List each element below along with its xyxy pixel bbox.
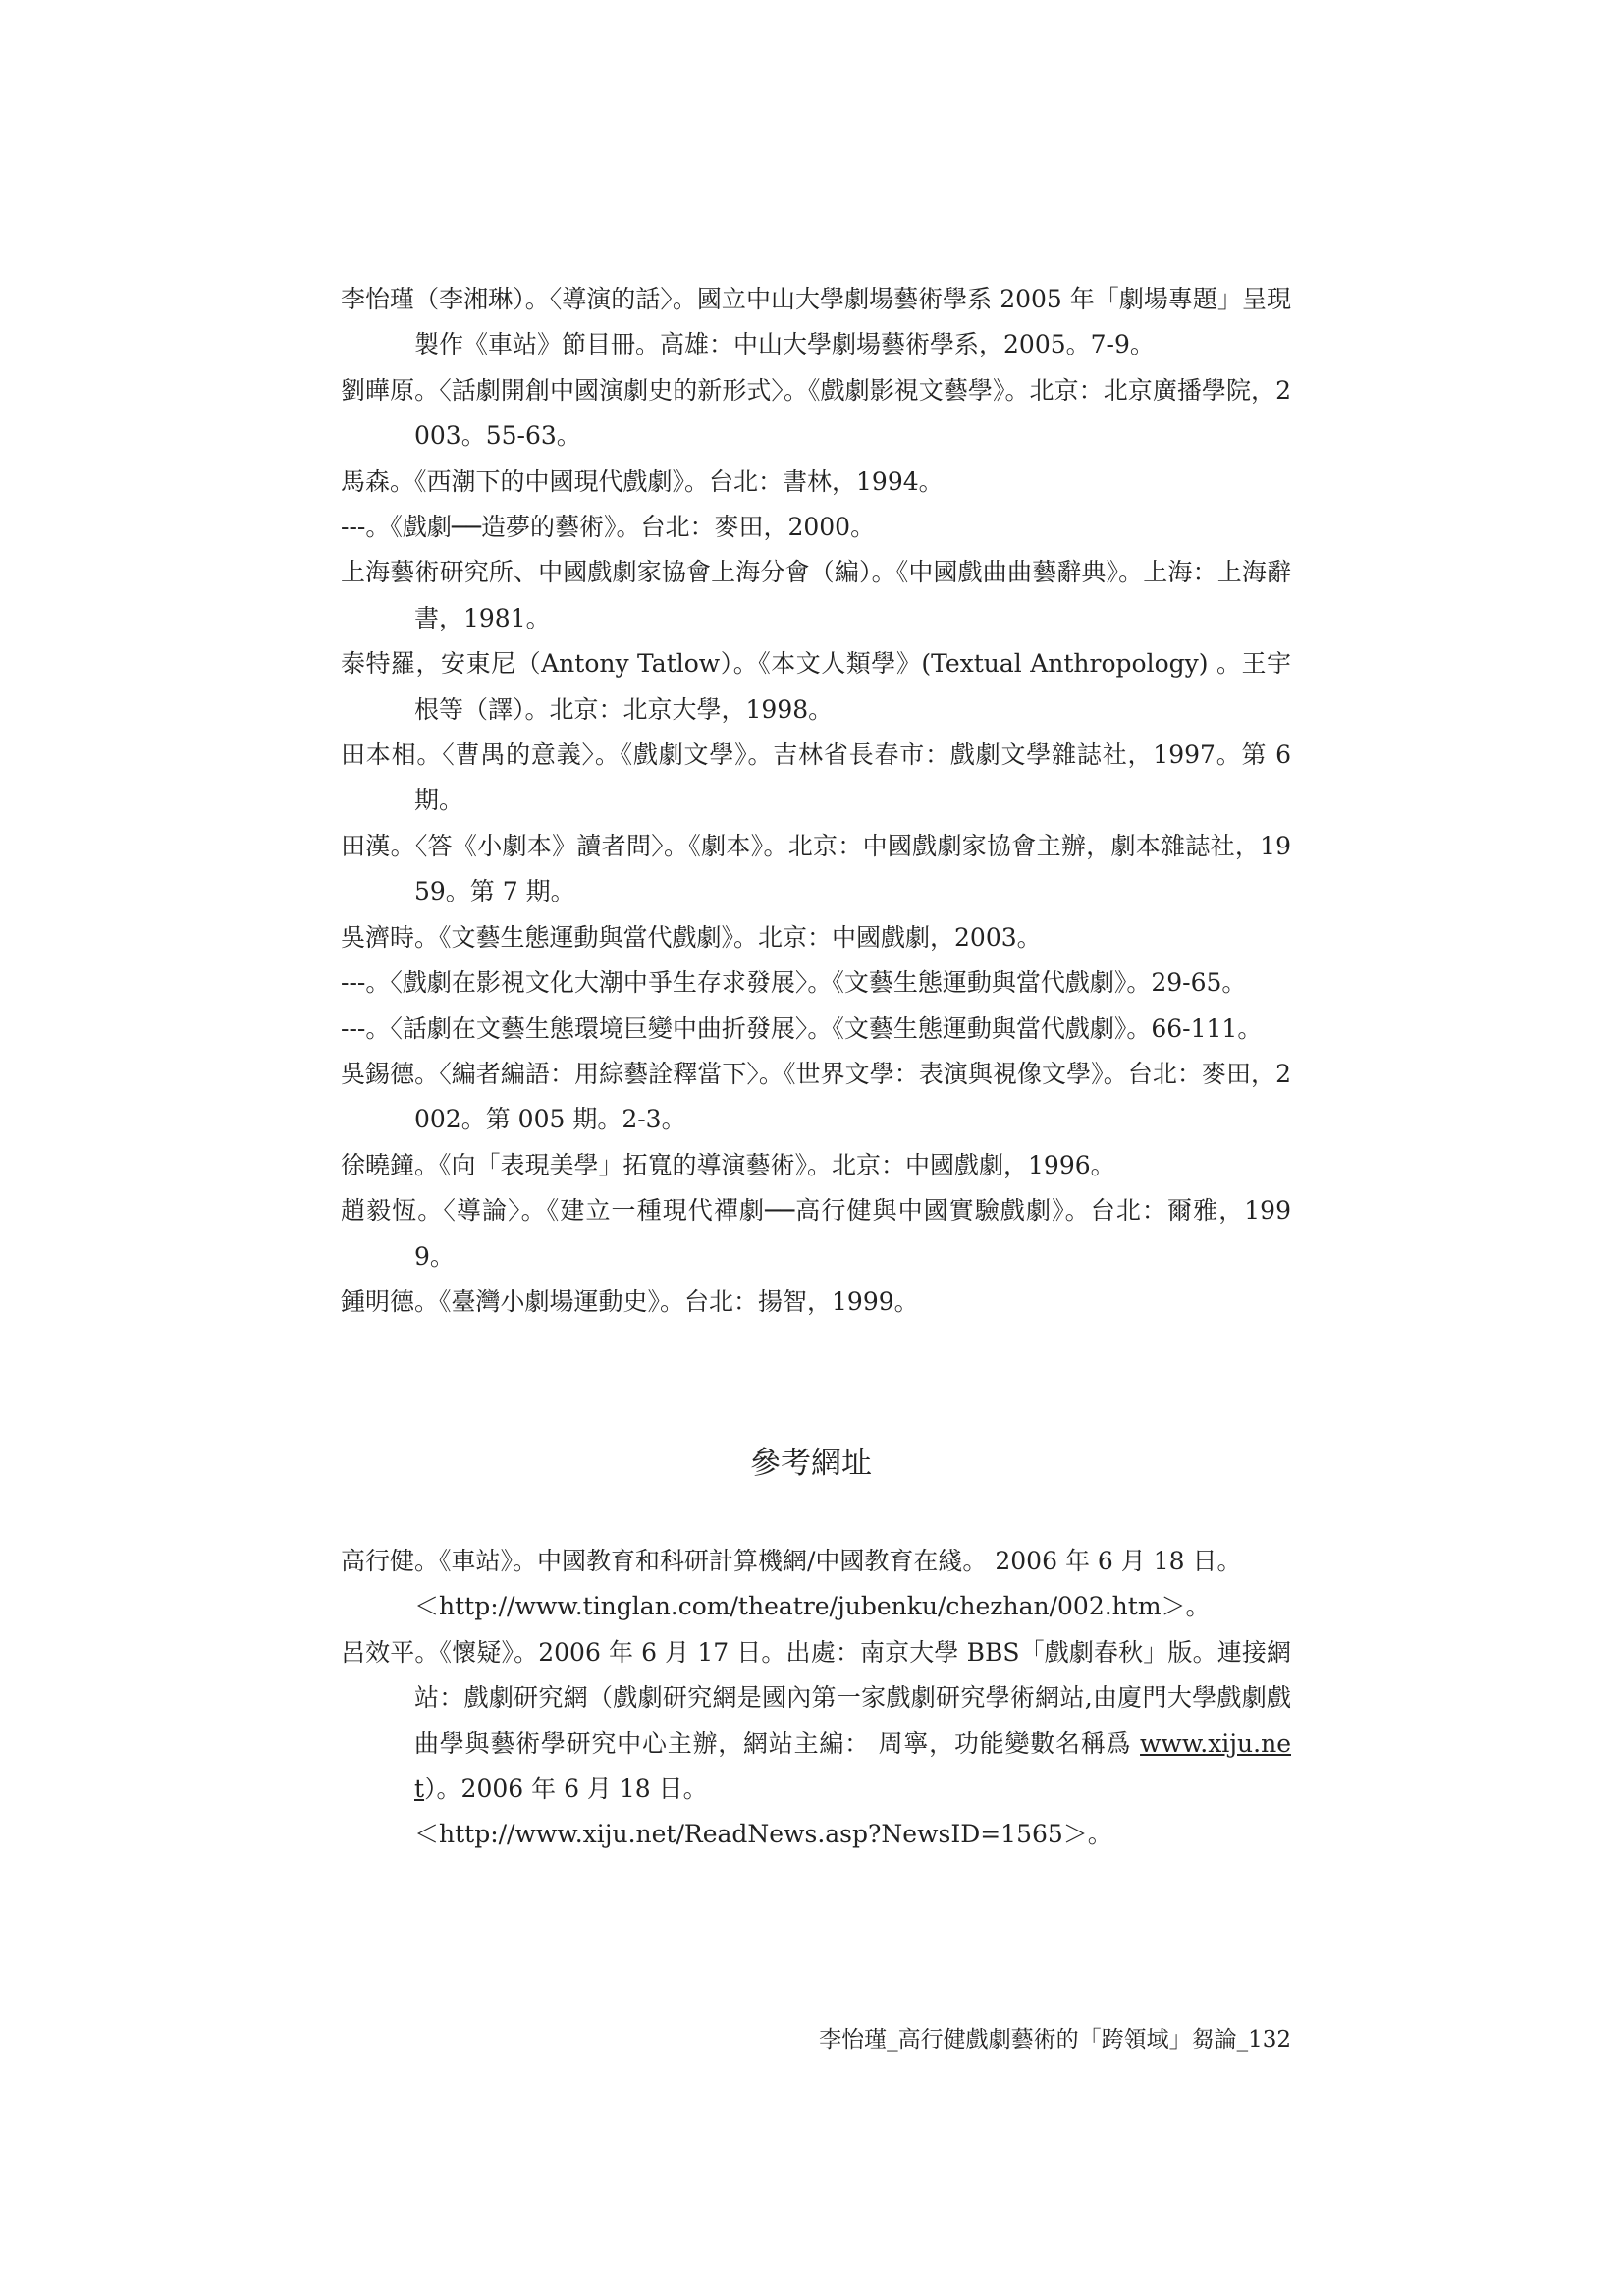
bibliography-entry: 馬森。《西潮下的中國現代戲劇》。台北：書林，1994。: [341, 466, 944, 496]
bibliography-entry: 李怡瑾（李湘琳）。〈導演的話〉。國立中山大學劇場藝術學系 2005 年「劇場專題」呈現製作《車站》節目冊。高雄：中山大學劇場藝術學系，2005。7-9。: [341, 285, 1291, 359]
web-reference-entry: [341, 1630, 1291, 1858]
web-reference-url[interactable]: ＜http://www.xiju.net/ReadNews.asp?NewsID=1565＞。: [414, 1820, 1112, 1849]
web-reference-text-after: ）。2006 年 6 月 18 日。: [424, 1775, 708, 1804]
xiju-link[interactable]: www.xiju.net: [414, 1728, 1291, 1804]
bibliography-entry: 上海藝術研究所、中國戲劇家協會上海分會（編）。《中國戲曲曲藝辭典》。上海：上海辭書，1981。: [341, 558, 1291, 632]
bibliography-entry: ---。〈戲劇在影視文化大潮中爭生存求發展〉。《文藝生態運動與當代戲劇》。29-65。: [341, 968, 1247, 998]
bibliography-entry: ---。〈話劇在文藝生態環境巨變中曲折發展〉。《文藝生態運動與當代戲劇》。66-111。: [341, 1013, 1263, 1043]
bibliography-entry: 徐曉鐘。《向「表現美學」拓寬的導演藝術》。北京：中國戲劇，1996。: [341, 1150, 1115, 1179]
bibliography-entry: 田漢。〈答《小劇本》讀者問〉。《劇本》。北京：中國戲劇家協會主辦，劇本雜誌社，1959。第 7 期。: [341, 831, 1291, 906]
web-reference-url[interactable]: ＜http://www.tinglan.com/theatre/jubenku/chezhan/002.htm＞。: [414, 1592, 1211, 1621]
bibliography-entry: 泰特羅，安東尼（Antony Tatlow）。《本文人類學》(Textual Anthropology) 。王宇根等（譯）。北京：北京大學，1998。: [341, 649, 1291, 724]
bibliography-list: [341, 277, 1291, 1325]
bibliography-entry: 趙毅恆。〈導論〉。《建立一種現代禪劇──高行健與中國實驗戲劇》。台北：爾雅，1999。: [341, 1196, 1291, 1271]
web-reference-list: [341, 1539, 1291, 1858]
web-reference-text: 高行健。《車站》。中國教育和科研計算機網/中國教育在綫。 2006 年 6 月 18 日。: [341, 1547, 1242, 1575]
bibliography-entry: 吳錫德。〈編者編語：用綜藝詮釋當下〉。《世界文學：表演與視像文學》。台北：麥田，2002。第 005 期。2-3。: [341, 1059, 1291, 1134]
web-reference-entry: [341, 1539, 1291, 1630]
bibliography-entry: ---。《戲劇──造夢的藝術》。台北：麥田，2000。: [341, 513, 876, 542]
bibliography-entry: 鍾明德。《臺灣小劇場運動史》。台北：揚智，1999。: [341, 1286, 919, 1316]
bibliography-entry: 劉曄原。〈話劇開創中國演劇史的新形式〉。《戲劇影視文藝學》。北京：北京廣播學院，2003。55-63。: [341, 375, 1291, 451]
web-references-heading: 參考網址: [750, 1446, 872, 1481]
page-footer: 李怡瑾_高行健戲劇藝術的「跨領域」芻論_132: [819, 2027, 1291, 2052]
bibliography-entry: 田本相。〈曹禺的意義〉。《戲劇文學》。吉林省長春市：戲劇文學雜誌社，1997。第 6 期。: [341, 740, 1291, 815]
web-reference-text: 呂效平。《懷疑》。2006 年 6 月 17 日。出處：南京大學 BBS「戲劇春秋」版。連接網站：戲劇研究網（戲劇研究網是國內第一家戲劇研究學術網站,由廈門大學戲劇戲曲學與藝術學研究中心主辦，網站主編： 周寧，功能變數名稱爲: [341, 1637, 1291, 1758]
bibliography-entry: 吳濟時。《文藝生態運動與當代戲劇》。北京：中國戲劇，2003。: [341, 922, 1042, 952]
